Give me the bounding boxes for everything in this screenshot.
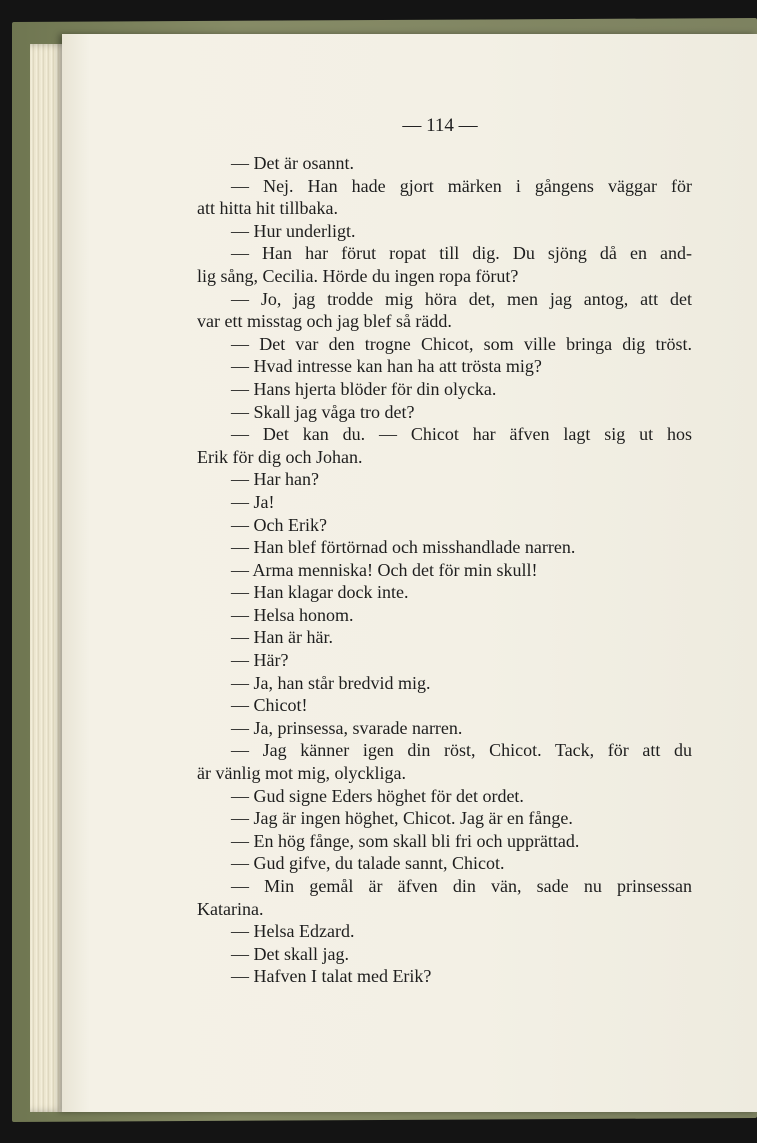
text-line: — Här? (231, 650, 289, 671)
text-line: Katarina. (197, 898, 264, 919)
text-line: — Han har förut ropat till dig. Du sjöng då en and- (231, 243, 692, 264)
text-line: lig sång, Cecilia. Hörde du ingen ropa förut? (197, 265, 519, 286)
text-line: — Ja, prinsessa, svarade narren. (231, 717, 463, 738)
text-line: — Jag är ingen höghet, Chicot. Jag är en fånge. (231, 808, 573, 829)
text-line: — Nej. Han hade gjort märken i gångens väggar för (231, 175, 692, 196)
text-line: — Jag känner igen din röst, Chicot. Tack, för att du (231, 740, 692, 761)
text-line: — Det kan du. — Chicot har äfven lagt sig ut hos (231, 424, 692, 445)
text-line: — Han är här. (231, 627, 333, 648)
text-line: — En hög fånge, som skall bli fri och upprättad. (231, 830, 580, 851)
text-line: Erik för dig och Johan. (197, 446, 363, 467)
text-line: — Ja, han står bredvid mig. (231, 672, 431, 693)
page-text (197, 152, 692, 988)
text-line: — Skall jag våga tro det? (231, 401, 415, 422)
text-line: — Arma menniska! Och det för min skull! (231, 559, 538, 580)
text-line: — Jo, jag trodde mig höra det, men jag antog, att det (231, 288, 692, 309)
text-line: — Det är osannt. (231, 153, 354, 173)
text-line: — Hur underligt. (231, 220, 356, 241)
text-line: att hitta hit tillbaka. (197, 198, 338, 219)
text-line: — Han klagar dock inte. (231, 582, 409, 603)
text-line: var ett misstag och jag blef så rädd. (197, 311, 452, 332)
text-line: — Gud signe Eders höghet för det ordet. (231, 785, 524, 806)
text-line: — Det skall jag. (231, 943, 349, 964)
text-line: — Min gemål är äfven din vän, sade nu prinsessan (231, 876, 692, 896)
text-line: — Hvad intresse kan han ha att trösta mig? (231, 356, 542, 377)
text-line: — Och Erik? (231, 514, 327, 535)
text-line: — Det var den trogne Chicot, som ville bringa dig tröst. (231, 333, 692, 354)
text-line: — Helsa honom. (231, 604, 354, 625)
text-line: — Gud gifve, du talade sannt, Chicot. (231, 853, 505, 874)
text-line: är vänlig mot mig, olyckliga. (197, 763, 406, 784)
text-line: — Chicot! (231, 695, 308, 716)
text-line: — Han blef förtörnad och misshandlade narren. (231, 537, 576, 558)
text-line: — Har han? (231, 469, 319, 490)
text-line: — Hafven I talat med Erik? (231, 966, 432, 987)
text-line: — Hans hjerta blöder för din olycka. (231, 378, 497, 399)
text-line: — Ja! (231, 491, 275, 512)
text-line: — Helsa Edzard. (231, 921, 355, 942)
page-number: — 114 — (402, 115, 478, 136)
